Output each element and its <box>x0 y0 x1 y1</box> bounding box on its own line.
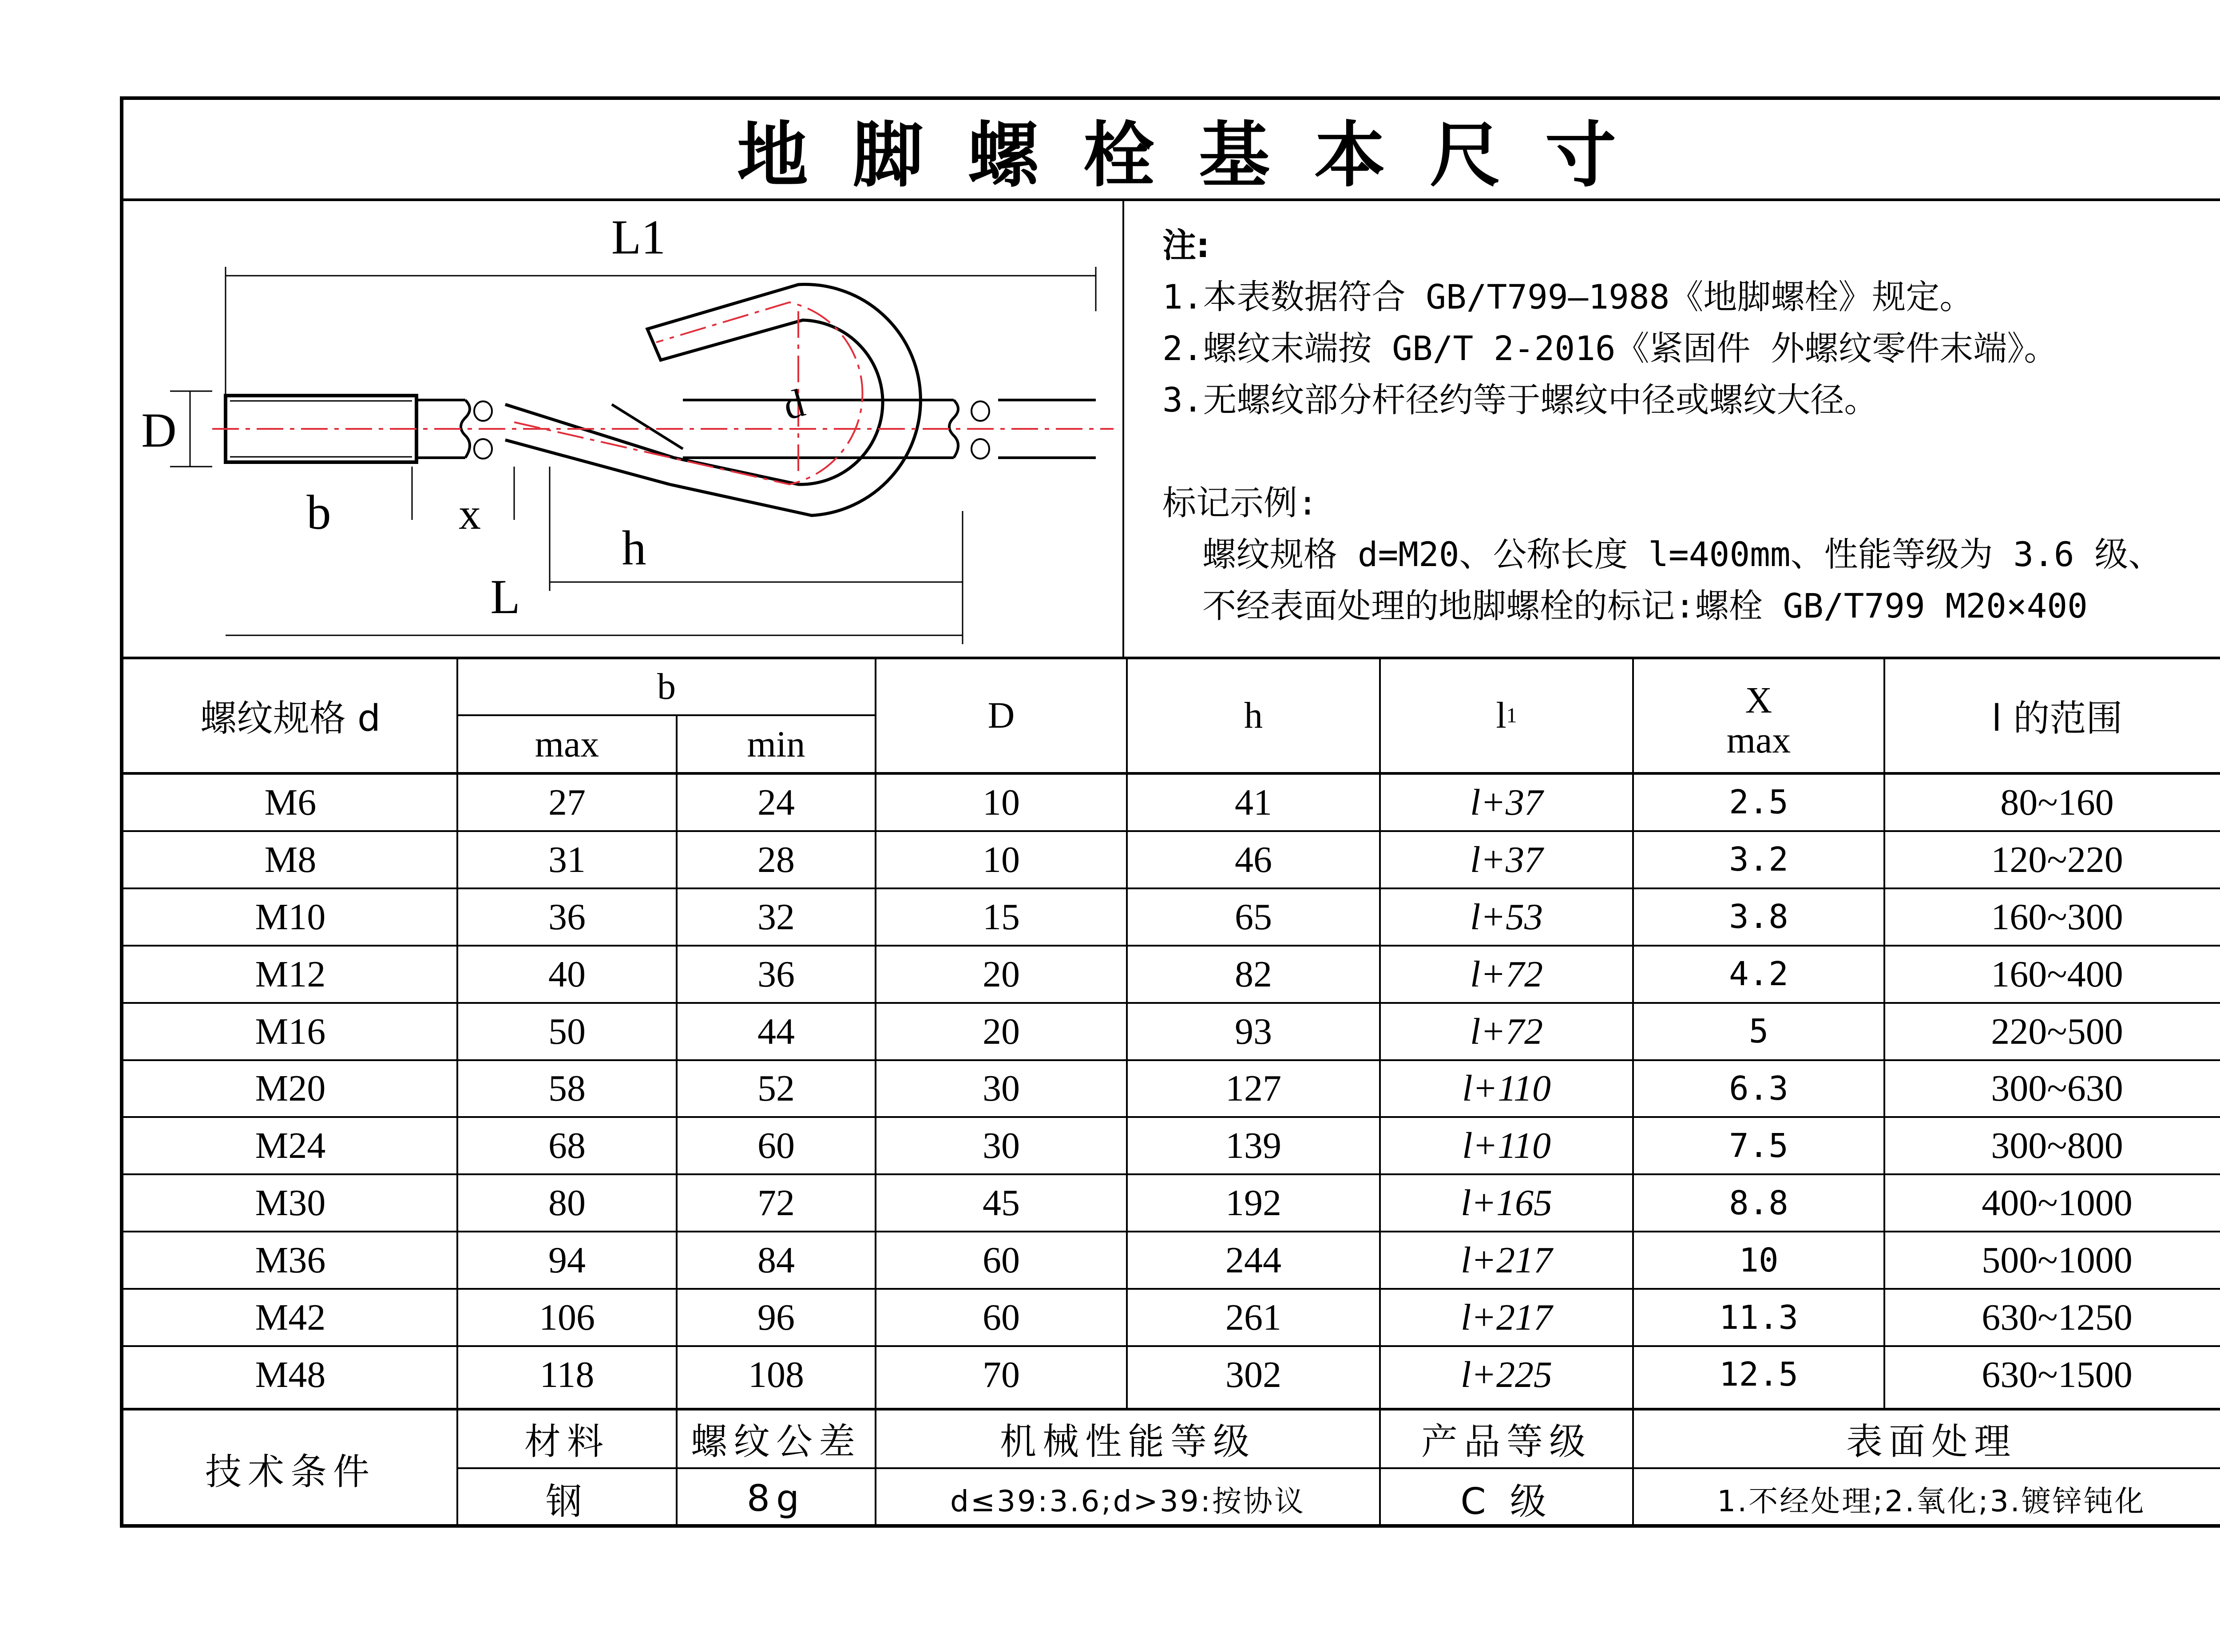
cell-d: M36 <box>255 1240 326 1281</box>
header-D: D <box>987 694 1015 736</box>
cell-D: 20 <box>983 1010 1020 1052</box>
cell-h: 192 <box>1225 1182 1281 1224</box>
cell-d: M16 <box>255 1010 326 1052</box>
cell-bmin: 24 <box>757 781 795 823</box>
cell-range: 400~1000 <box>1982 1182 2133 1224</box>
cell-bmax: 36 <box>548 896 586 938</box>
cell-bmax: 94 <box>548 1240 586 1281</box>
notes-block <box>1162 220 2220 632</box>
cell-bmin: 32 <box>757 896 795 938</box>
cell-x: 5 <box>1748 1012 1769 1051</box>
col-line-1 <box>456 657 458 1528</box>
note-2: 2.螺纹末端按 GB/T 2-2016《紧固件 外螺纹零件末端》。 <box>1162 329 2058 368</box>
cell-x: 4.2 <box>1729 955 1788 994</box>
cell-bmax: 80 <box>548 1182 586 1224</box>
cell-d: M42 <box>255 1297 326 1339</box>
cell-range: 120~220 <box>1991 839 2123 880</box>
cell-D: 60 <box>983 1297 1020 1339</box>
cell-bmin: 60 <box>757 1125 795 1167</box>
cell-bmin: 96 <box>757 1297 795 1339</box>
spec-sheet <box>120 96 2220 1528</box>
cell-bmax: 31 <box>548 839 586 880</box>
col-line-4 <box>1126 657 1128 1408</box>
tech-header-mechanical: 机械性能等级 <box>999 1420 1256 1463</box>
tech-label: 技术条件 <box>205 1450 376 1493</box>
cell-x: 6.3 <box>1729 1069 1788 1108</box>
cell-bmin: 44 <box>757 1010 795 1052</box>
label-b: b <box>306 485 331 539</box>
cell-h: 139 <box>1225 1125 1281 1167</box>
cell-D: 10 <box>983 781 1020 823</box>
cell-D: 45 <box>983 1182 1020 1224</box>
label-L: L <box>490 570 520 624</box>
col-line-6 <box>1632 657 1634 1528</box>
cell-range: 220~500 <box>1991 1010 2123 1052</box>
header-l1 <box>1380 658 1633 773</box>
notes-heading: 注: <box>1162 226 1210 265</box>
cell-bmin: 84 <box>757 1240 795 1281</box>
bolt-diagram <box>123 200 1122 657</box>
cell-bmin: 36 <box>757 953 795 995</box>
label-x: x <box>459 489 481 539</box>
note-3: 3.无螺纹部分杆径约等于螺纹中径或螺纹大径。 <box>1162 380 1878 420</box>
cell-D: 70 <box>983 1354 1020 1395</box>
cell-h: 46 <box>1235 839 1272 880</box>
header-h: h <box>1244 694 1263 736</box>
cell-bmax: 68 <box>548 1125 586 1167</box>
cell-range: 630~1500 <box>1982 1354 2133 1395</box>
bolt-drawing <box>123 200 1122 657</box>
cell-bmax: 27 <box>548 781 586 823</box>
cell-x: 2.5 <box>1729 783 1788 822</box>
cell-l1: l+37 <box>1470 839 1543 880</box>
cell-D: 15 <box>983 896 1020 938</box>
tech-value-grade: C 级 <box>1460 1480 1553 1523</box>
cell-h: 261 <box>1225 1297 1281 1339</box>
cell-h: 41 <box>1235 781 1272 823</box>
cell-h: 244 <box>1225 1240 1281 1281</box>
cell-l1: l+217 <box>1460 1240 1553 1281</box>
cell-d: M24 <box>255 1125 326 1167</box>
cell-x: 3.8 <box>1729 898 1788 936</box>
cell-bmin: 52 <box>757 1068 795 1109</box>
cell-bmax: 118 <box>539 1354 595 1395</box>
cell-l1: l+110 <box>1462 1125 1551 1167</box>
tech-header-grade: 产品等级 <box>1421 1420 1592 1463</box>
cell-d: M12 <box>255 953 326 995</box>
cell-x: 11.3 <box>1719 1298 1799 1337</box>
cell-range: 630~1250 <box>1982 1297 2133 1339</box>
cell-l1: l+53 <box>1470 896 1543 938</box>
label-h: h <box>622 521 646 575</box>
header-b: b <box>657 666 676 707</box>
header-b-min: min <box>747 723 805 765</box>
header-spec: 螺纹规格 d <box>200 697 381 740</box>
b-sub-divider <box>457 714 876 716</box>
diagram-divider <box>1122 198 1124 657</box>
example-line-1: 螺纹规格 d=M20、公称长度 l=400mm、性能等级为 3.6 级、 <box>1202 535 2162 574</box>
tech-value-tolerance: 8g <box>746 1477 806 1520</box>
cell-l1: l+72 <box>1470 1010 1543 1052</box>
note-1: 1.本表数据符合 GB/T799—1988《地脚螺栓》规定。 <box>1162 277 1974 317</box>
cell-bmin: 72 <box>757 1182 795 1224</box>
header-X-max: max <box>1726 720 1791 761</box>
cell-h: 65 <box>1235 896 1272 938</box>
tech-header-surface: 表面处理 <box>1846 1420 2017 1463</box>
tech-header-tolerance: 螺纹公差 <box>690 1420 861 1463</box>
cell-bmax: 106 <box>539 1297 595 1339</box>
col-line-5 <box>1379 657 1381 1528</box>
cell-x: 12.5 <box>1719 1355 1799 1394</box>
label-D: D <box>141 403 177 457</box>
label-L1: L1 <box>611 210 666 264</box>
header-l1-main: l <box>1496 694 1506 736</box>
tech-value-mechanical: d≤39:3.6;d>39:按协议 <box>950 1484 1306 1518</box>
cell-range: 300~630 <box>1991 1068 2123 1109</box>
cell-x: 8.8 <box>1729 1184 1788 1222</box>
cell-bmin: 28 <box>757 839 795 880</box>
cell-l1: l+217 <box>1460 1297 1553 1339</box>
cell-x: 3.2 <box>1729 840 1788 879</box>
cell-bmax: 58 <box>548 1068 586 1109</box>
cell-range: 160~400 <box>1991 953 2123 995</box>
cell-l1: l+37 <box>1470 781 1543 823</box>
cell-D: 60 <box>983 1240 1020 1281</box>
cell-range: 80~160 <box>2000 781 2114 823</box>
cell-h: 82 <box>1235 953 1272 995</box>
cell-h: 302 <box>1225 1354 1281 1395</box>
header-l1-sub: 1 <box>1506 703 1517 727</box>
example-line-2: 不经表面处理的地脚螺栓的标记:螺栓 GB/T799 M20×400 <box>1202 586 2088 626</box>
cell-D: 30 <box>983 1068 1020 1109</box>
cell-D: 10 <box>983 839 1020 880</box>
cell-h: 127 <box>1225 1068 1281 1109</box>
label-d: d <box>778 380 809 429</box>
cell-bmax: 40 <box>548 953 586 995</box>
cell-bmax: 50 <box>548 1010 586 1052</box>
cell-h: 93 <box>1235 1010 1272 1052</box>
cell-range: 160~300 <box>1991 896 2123 938</box>
cell-l1: l+72 <box>1470 953 1543 995</box>
tech-header-material: 材料 <box>524 1420 610 1463</box>
cell-range: 300~800 <box>1991 1125 2123 1167</box>
cell-x: 10 <box>1739 1241 1779 1280</box>
cell-l1: l+225 <box>1460 1354 1553 1395</box>
cell-x: 7.5 <box>1729 1126 1788 1165</box>
page-title: 地脚螺栓基本尺寸 <box>737 114 1661 197</box>
col-line-2 <box>676 714 678 1528</box>
cell-range: 500~1000 <box>1982 1240 2133 1281</box>
header-X: X <box>1745 680 1772 721</box>
cell-l1: l+110 <box>1462 1068 1551 1109</box>
tech-value-material: 钢 <box>545 1480 588 1523</box>
cell-D: 20 <box>983 953 1020 995</box>
cell-bmin: 108 <box>748 1354 804 1395</box>
col-line-7 <box>1883 657 1885 1408</box>
cell-d: M10 <box>255 896 326 938</box>
tech-value-surface: 1.不经处理;2.氧化;3.镀锌钝化 <box>1717 1484 2146 1518</box>
header-b-max: max <box>535 723 599 765</box>
header-range: l 的范围 <box>1991 697 2123 740</box>
cell-d: M30 <box>255 1182 326 1224</box>
cell-d: M48 <box>255 1354 326 1395</box>
example-heading: 标记示例: <box>1162 483 1318 523</box>
col-line-3 <box>875 657 876 1528</box>
cell-D: 30 <box>983 1125 1020 1167</box>
cell-l1: l+165 <box>1460 1182 1553 1224</box>
cell-d: M20 <box>255 1068 326 1109</box>
cell-d: M6 <box>264 781 317 823</box>
cell-d: M8 <box>264 839 317 880</box>
